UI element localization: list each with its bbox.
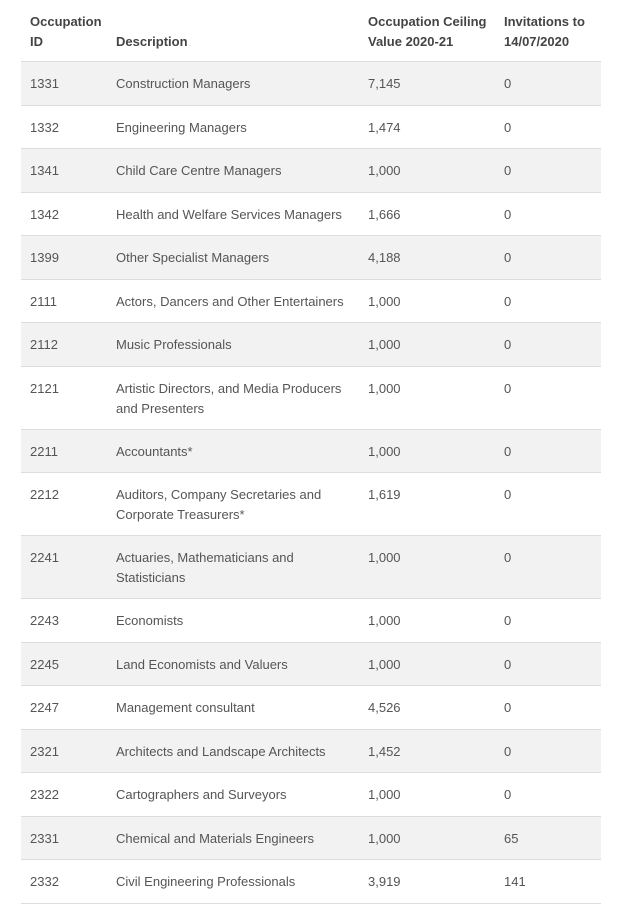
cell-occupation-id: 1332 bbox=[30, 119, 59, 135]
header-invitations-line1: Invitations to bbox=[504, 14, 585, 29]
header-invitations-line2: 14/07/2020 bbox=[504, 34, 570, 49]
cell-description: Auditors, Company Secretaries and Corporate Treasurers* bbox=[116, 487, 322, 522]
header-ceiling-line1: Occupation Ceiling bbox=[368, 14, 487, 29]
table-row bbox=[21, 323, 601, 367]
table-row bbox=[21, 730, 601, 774]
table-row bbox=[21, 62, 601, 106]
table-row bbox=[21, 367, 601, 430]
cell-ceiling-value: 4,188 bbox=[368, 250, 401, 265]
cell-occupation-id: 2322 bbox=[30, 787, 59, 802]
cell-invitations: 0 bbox=[504, 293, 512, 309]
cell-occupation-id: 2243 bbox=[30, 613, 59, 628]
cell-occupation-id: 2245 bbox=[30, 656, 59, 672]
cell-invitations: 0 bbox=[504, 550, 512, 565]
cell-occupation-id: 2112 bbox=[30, 337, 58, 352]
cell-description: Economists bbox=[116, 613, 184, 628]
table-row bbox=[21, 280, 601, 324]
table-row bbox=[21, 236, 601, 280]
cell-invitations: 65 bbox=[504, 830, 519, 846]
cell-description: Music Professionals bbox=[116, 337, 232, 352]
cell-invitations: 0 bbox=[504, 206, 512, 222]
table-row bbox=[21, 536, 601, 599]
cell-invitations: 0 bbox=[504, 787, 512, 802]
cell-invitations: 141 bbox=[504, 874, 526, 889]
cell-invitations: 0 bbox=[504, 76, 512, 91]
table-row bbox=[21, 599, 601, 643]
header-ceiling-value bbox=[368, 12, 488, 52]
cell-description: Construction Managers bbox=[116, 76, 251, 91]
cell-invitations: 0 bbox=[504, 443, 512, 459]
cell-occupation-id: 2247 bbox=[30, 700, 59, 715]
cell-invitations: 0 bbox=[504, 487, 512, 502]
cell-description: Actors, Dancers and Other Entertainers bbox=[116, 293, 344, 309]
table-row bbox=[21, 473, 601, 536]
cell-ceiling-value: 3,919 bbox=[368, 874, 401, 889]
cell-description: Engineering Managers bbox=[116, 119, 247, 135]
cell-description: Management consultant bbox=[116, 700, 255, 715]
cell-description: Other Specialist Managers bbox=[116, 250, 270, 265]
cell-ceiling-value: 4,526 bbox=[368, 700, 401, 715]
cell-occupation-id: 1342 bbox=[30, 206, 59, 222]
cell-description: Accountants* bbox=[116, 443, 193, 459]
cell-invitations: 0 bbox=[504, 337, 512, 352]
header-description-text: Description bbox=[116, 34, 188, 49]
cell-ceiling-value: 1,666 bbox=[368, 206, 401, 222]
cell-ceiling-value: 1,474 bbox=[368, 119, 401, 135]
cell-invitations: 0 bbox=[504, 163, 512, 178]
table-row bbox=[21, 860, 601, 904]
table-header bbox=[21, 0, 601, 62]
cell-description: Cartographers and Surveyors bbox=[116, 787, 287, 802]
table-row bbox=[21, 773, 601, 817]
cell-occupation-id: 2332 bbox=[30, 874, 59, 889]
cell-ceiling-value: 1,000 bbox=[368, 443, 401, 459]
cell-ceiling-value: 1,000 bbox=[368, 787, 401, 802]
cell-ceiling-value: 1,000 bbox=[368, 337, 401, 352]
occupation-table bbox=[21, 0, 601, 904]
header-id-line2: ID bbox=[30, 34, 43, 49]
cell-ceiling-value: 1,000 bbox=[368, 380, 401, 396]
table-row bbox=[21, 430, 601, 474]
cell-occupation-id: 1331 bbox=[30, 76, 59, 91]
header-invitations bbox=[504, 12, 599, 52]
header-id-line1: Occupation bbox=[30, 14, 102, 29]
table-row bbox=[21, 643, 601, 687]
cell-ceiling-value: 1,000 bbox=[368, 613, 401, 628]
cell-description: Land Economists and Valuers bbox=[116, 656, 288, 672]
cell-description: Health and Welfare Services Managers bbox=[116, 206, 342, 222]
cell-occupation-id: 2321 bbox=[30, 743, 59, 759]
cell-occupation-id: 2111 bbox=[30, 293, 57, 309]
table-row bbox=[21, 193, 601, 237]
cell-ceiling-value: 1,452 bbox=[368, 743, 401, 759]
table-row bbox=[21, 817, 601, 861]
cell-occupation-id: 2212 bbox=[30, 487, 59, 502]
cell-description: Chemical and Materials Engineers bbox=[116, 830, 314, 846]
cell-ceiling-value: 7,145 bbox=[368, 76, 401, 91]
table-row bbox=[21, 149, 601, 193]
cell-description: Civil Engineering Professionals bbox=[116, 874, 296, 889]
table-row bbox=[21, 686, 601, 730]
cell-description: Architects and Landscape Architects bbox=[116, 743, 326, 759]
cell-description: Actuaries, Mathematicians and Statisticians bbox=[116, 550, 294, 585]
cell-invitations: 0 bbox=[504, 380, 512, 396]
cell-invitations: 0 bbox=[504, 250, 512, 265]
cell-occupation-id: 2241 bbox=[30, 550, 59, 565]
cell-occupation-id: 1399 bbox=[30, 250, 59, 265]
cell-occupation-id: 1341 bbox=[30, 163, 59, 178]
cell-invitations: 0 bbox=[504, 743, 512, 759]
cell-invitations: 0 bbox=[504, 656, 512, 672]
header-ceiling-line2: Value 2020-21 bbox=[368, 34, 454, 49]
cell-ceiling-value: 1,619 bbox=[368, 487, 401, 502]
cell-description: Child Care Centre Managers bbox=[116, 163, 282, 178]
cell-ceiling-value: 1,000 bbox=[368, 550, 401, 565]
header-description bbox=[116, 32, 356, 52]
cell-occupation-id: 2211 bbox=[30, 443, 58, 459]
header-occupation-id bbox=[30, 12, 110, 52]
cell-ceiling-value: 1,000 bbox=[368, 163, 401, 178]
table-row bbox=[21, 106, 601, 150]
cell-occupation-id: 2121 bbox=[30, 380, 59, 396]
cell-invitations: 0 bbox=[504, 700, 512, 715]
cell-ceiling-value: 1,000 bbox=[368, 656, 401, 672]
cell-ceiling-value: 1,000 bbox=[368, 830, 401, 846]
cell-invitations: 0 bbox=[504, 119, 512, 135]
cell-ceiling-value: 1,000 bbox=[368, 293, 401, 309]
cell-description: Artistic Directors, and Media Producers and Presenters bbox=[116, 380, 342, 416]
cell-occupation-id: 2331 bbox=[30, 830, 59, 846]
cell-invitations: 0 bbox=[504, 613, 512, 628]
